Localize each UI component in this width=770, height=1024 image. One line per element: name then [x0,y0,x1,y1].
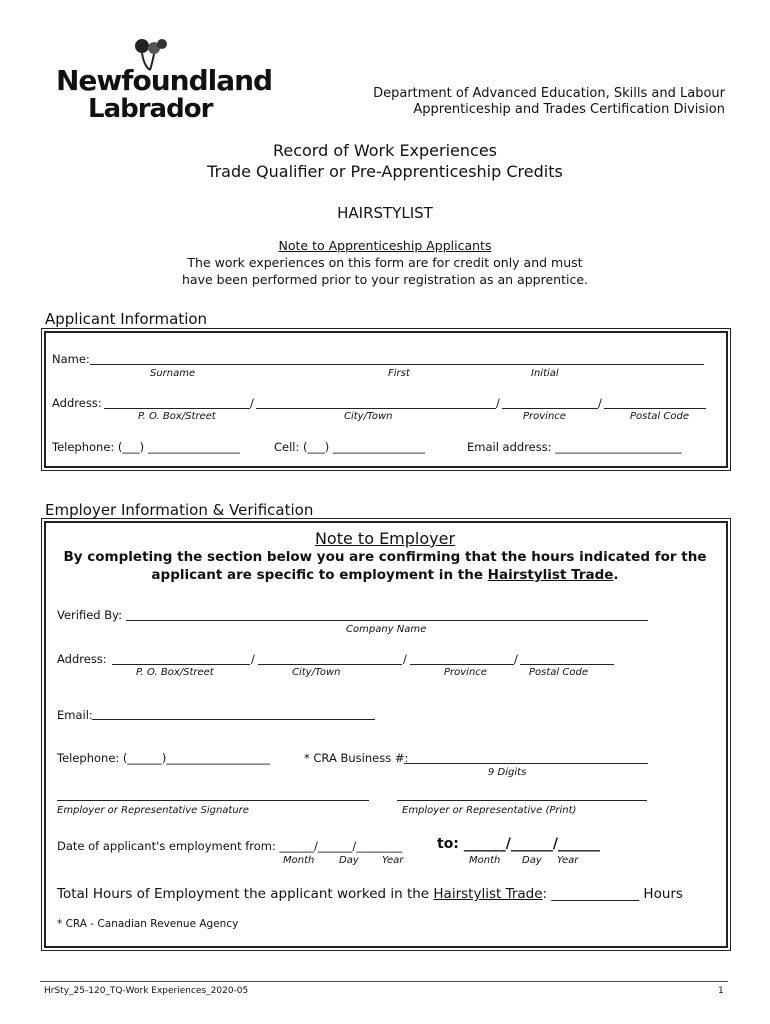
employer-note-period: . [613,567,619,583]
employer-note-title-wrap [40,529,730,548]
cra-business-field[interactable] [404,763,648,764]
employer-province-caption: Province [444,667,487,678]
separator: / [598,396,602,410]
applicant-note-line2: have been performed prior to your registration as an apprentice. [182,272,588,287]
separator: / [403,652,407,666]
po-box-caption: P. O. Box/Street [138,411,216,422]
employer-note-line2 [40,567,730,583]
applicant-note-line1: The work experiences on this form are for credit only and must [187,255,583,270]
email-field[interactable]: Email address: ______________________ [467,440,682,454]
address-label: Address: [52,396,102,410]
employer-note-trade: Hairstylist Trade [487,567,614,583]
initial-caption: Initial [531,368,559,379]
employer-city-caption: City/Town [292,667,341,678]
applicant-note-heading: Note to Apprenticeship Applicants [278,238,492,253]
cra-business-label: * CRA Business #: [304,751,409,765]
total-hours-field[interactable] [57,886,683,902]
footer-divider [40,981,728,982]
nine-digits-caption: 9 Digits [488,767,527,778]
department-name: Department of Advanced Education, Skills and Labour [373,86,725,101]
employer-postal-code-caption: Postal Code [529,667,588,678]
company-name-caption: Company Name [346,624,427,635]
cell-field[interactable]: Cell: (___) ________________ [274,440,425,454]
from-year-caption: Year [382,855,404,866]
employer-city-field[interactable] [258,664,402,665]
name-field[interactable] [90,364,704,365]
signature-field[interactable] [57,800,369,801]
division-name: Apprenticeship and Trades Certification Division [413,102,725,117]
signature-caption: Employer or Representative Signature [57,805,249,816]
province-caption: Province [523,411,566,422]
cra-footnote: * CRA - Canadian Revenue Agency [57,918,239,930]
separator: / [496,396,500,410]
province-field[interactable] [502,408,598,409]
po-box-field[interactable] [104,408,250,409]
postal-code-field[interactable] [604,408,706,409]
date-to-field[interactable]: to: ______/______/______ [437,836,601,852]
employer-note-line2-text: applicant are specific to employment in the [151,567,488,583]
separator: / [514,652,518,666]
employer-address-label: Address: [57,652,107,666]
department-block [373,86,725,118]
employer-postal-code-field[interactable] [520,664,614,665]
telephone-field[interactable]: Telephone: (___) ________________ [52,440,240,454]
city-field[interactable] [256,408,496,409]
city-caption: City/Town [344,411,393,422]
employer-po-box-caption: P. O. Box/Street [136,667,214,678]
from-day-caption: Day [339,855,359,866]
to-month-caption: Month [469,855,501,866]
to-day-caption: Day [522,855,542,866]
first-caption: First [388,368,410,379]
employer-box [44,521,728,948]
employer-province-field[interactable] [410,664,514,665]
print-name-caption: Employer or Representative (Print) [402,805,577,816]
postal-code-caption: Postal Code [630,411,689,422]
name-label: Name: [52,352,90,366]
employer-telephone-field[interactable]: Telephone: (______)__________________ [57,751,270,765]
document-id: HrSty_25-120_TQ-Work Experiences_2020-05 [44,986,249,996]
print-name-field[interactable] [397,800,647,801]
date-from-field[interactable]: Date of applicant's employment from: ______/______/________ [57,839,403,853]
employer-email-field[interactable] [92,719,375,720]
trade-name: HAIRSTYLIST [337,204,433,222]
total-hours-trade: Hairstylist Trade [433,886,543,902]
from-month-caption: Month [283,855,315,866]
page-number: 1 [718,986,724,996]
newfoundland-labrador-logo [52,38,273,124]
surname-caption: Surname [150,368,196,379]
employer-note-line1: By completing the section below you are confirming that the hours indicated for the [63,549,707,565]
applicant-section-title: Applicant Information [45,310,208,328]
logo-text-labrador: Labrador [88,94,213,124]
employer-note-title: Note to Employer [314,529,456,548]
to-year-caption: Year [557,855,579,866]
employer-email-label: Email: [57,708,93,722]
company-name-field[interactable] [126,620,648,621]
separator: / [251,652,255,666]
form-title: Record of Work Experiences [272,141,498,160]
total-hours-blank: : _____________ Hours [542,886,683,902]
form-subtitle: Trade Qualifier or Pre-Apprenticeship Credits [207,162,563,181]
verified-by-label: Verified By: [57,608,122,622]
logo-text-newfoundland: Newfoundland [56,64,273,97]
separator: / [250,396,254,410]
total-hours-text: Total Hours of Employment the applicant worked in the [57,886,434,902]
employer-po-box-field[interactable] [112,664,250,665]
employer-section-title: Employer Information & Verification [45,501,314,519]
